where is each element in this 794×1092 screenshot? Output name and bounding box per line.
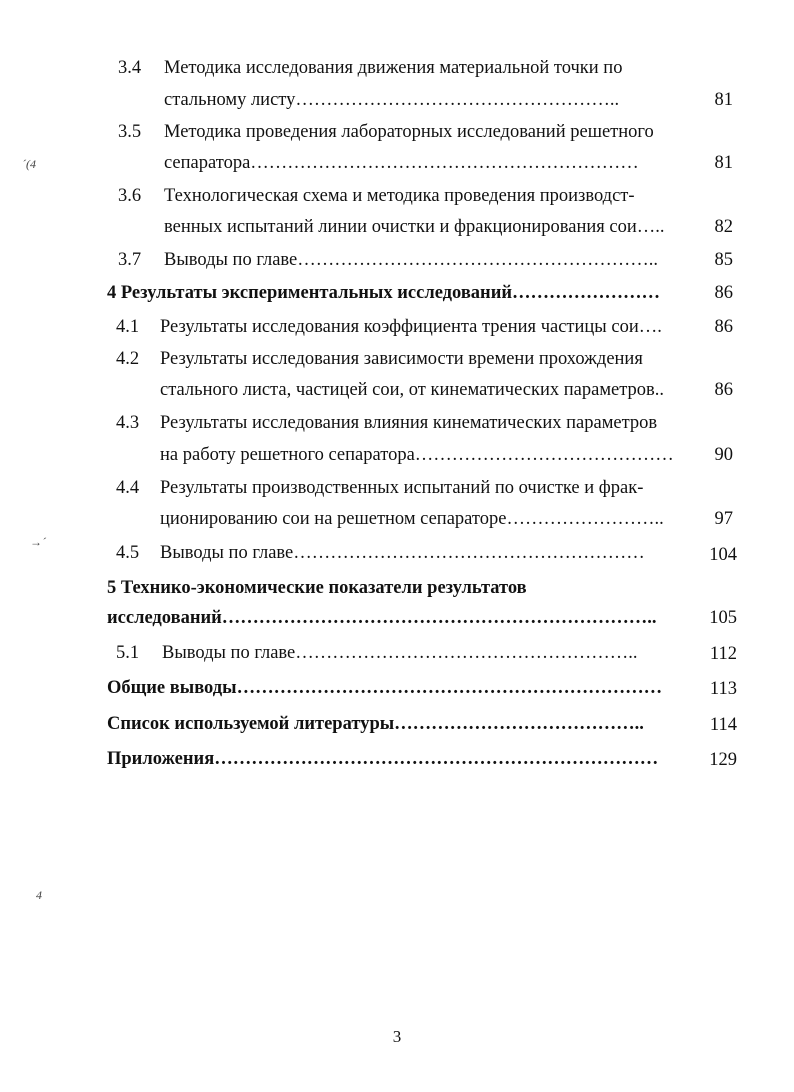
toc-title: Методика проведения лабораторных исследований решетного xyxy=(164,122,654,142)
toc-page: 105 xyxy=(709,608,737,628)
toc-number: 4.1 xyxy=(116,317,140,337)
toc-chapter-title: 5 Технико-экономические показатели результатов xyxy=(107,578,527,598)
toc-title-continued: на работу решетного сепаратора…………………………………… xyxy=(160,445,674,465)
toc-number: 4.2 xyxy=(116,349,140,369)
toc-page: 81 xyxy=(714,90,733,110)
toc-page: 97 xyxy=(714,509,733,529)
toc-title: Результаты исследования зависимости времени прохождения xyxy=(160,349,643,369)
toc-page: 112 xyxy=(709,644,737,664)
toc-page: 86 xyxy=(714,317,733,337)
toc-title-continued: ционированию сои на решетном сепараторе…………………….. xyxy=(160,509,664,529)
toc-chapter-title: 4 Результаты экспериментальных исследований…………………… xyxy=(107,283,661,303)
toc-number: 4.4 xyxy=(116,478,140,498)
toc-chapter-title-continued: исследований…………………………………………………………….. xyxy=(107,608,657,628)
toc-section-title: Приложения……………………………………………………………… xyxy=(107,749,659,769)
toc-number: 3.7 xyxy=(118,250,142,270)
toc-number: 5.1 xyxy=(116,643,140,663)
toc-number: 3.4 xyxy=(118,58,142,78)
toc-title: Методика исследования движения материальной точки по xyxy=(164,58,623,78)
toc-section-title: Общие выводы…………………………………………………………… xyxy=(107,678,663,698)
toc-page: 86 xyxy=(714,380,733,400)
toc-number: 4.5 xyxy=(116,543,140,563)
scan-speck: 4 xyxy=(36,888,45,902)
toc-page: 86 xyxy=(714,283,733,303)
toc-title: Технологическая схема и методика проведения производст- xyxy=(164,186,635,206)
toc-title-continued: венных испытаний линии очистки и фракционирования сои….. xyxy=(164,217,665,237)
toc-title: Выводы по главе……………………………………………….. xyxy=(162,643,638,663)
toc-page: 104 xyxy=(709,545,737,565)
toc-title: Выводы по главе………………………………………………….. xyxy=(164,250,659,270)
toc-title-continued: стальному листу…………………………………………….. xyxy=(164,90,620,110)
toc-page: 85 xyxy=(714,250,733,270)
toc-title: Результаты исследования коэффициента трения частицы сои…. xyxy=(160,317,662,337)
toc-page: 114 xyxy=(709,715,737,735)
page-number: 3 xyxy=(392,1027,402,1046)
toc-title-continued: сепаратора……………………………………………………… xyxy=(164,153,639,173)
toc-page: 129 xyxy=(709,750,737,770)
toc-section-title: Список используемой литературы………………………………….. xyxy=(107,714,644,734)
toc-title-continued: стального листа, частицей сои, от кинематических параметров.. xyxy=(160,380,665,400)
toc-page: 81 xyxy=(714,153,733,173)
toc-title: Результаты производственных испытаний по очистке и фрак- xyxy=(160,478,644,498)
toc-title: Результаты исследования влияния кинематических параметров xyxy=(160,413,658,433)
scan-speck: ´(4 xyxy=(22,157,36,171)
toc-number: 4.3 xyxy=(116,413,140,433)
toc-page: 82 xyxy=(714,217,733,237)
toc-page: 90 xyxy=(714,445,733,465)
toc-page: 113 xyxy=(709,679,737,699)
scan-speck: →´ xyxy=(30,535,46,549)
toc-title: Выводы по главе………………………………………………… xyxy=(160,543,645,563)
toc-number: 3.5 xyxy=(118,122,142,142)
toc-number: 3.6 xyxy=(118,186,142,206)
